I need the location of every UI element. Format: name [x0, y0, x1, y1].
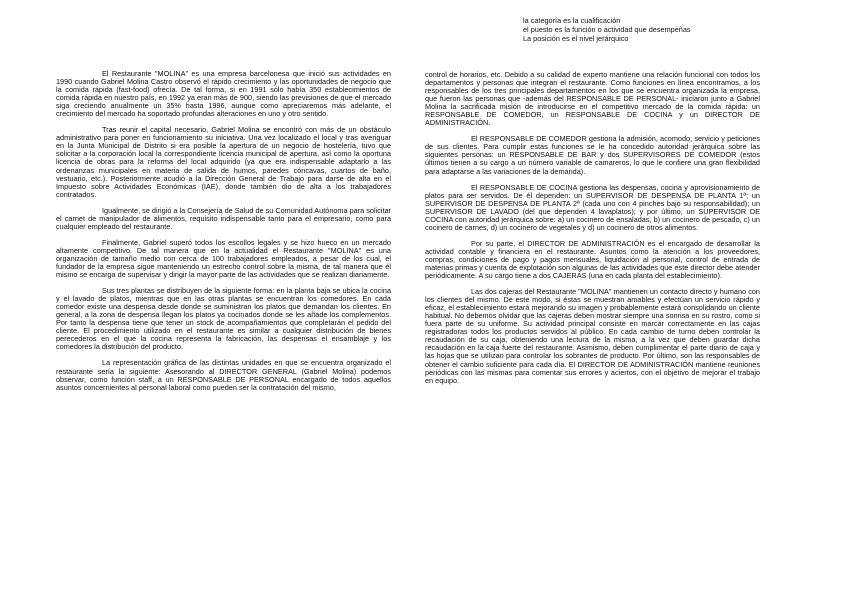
paragraph: Tras reunir el capital necesario, Gabriel Molina se encontró con más de un obstáculo administrativo para poner en funcionamiento su iniciativa. Una vez localizado el local y tras averiguar en la Junta Municipal de Distrito si era posible la apertura de un negocio de hostelería, tuvo que solicitar a la corporación local la correspondiente licencia municipal de apertura, así como la oportuna licencia de obras para la reforma del local adquirido (ya que era indispensable adaptarlo a las ordenanzas municipales en materia de salida de humos, paredes cóncavas, cuartos de baño, vestuario, etc.). Posteriormente acudió a la Dirección General de Trabajo para darse de alta en el Impuesto sobre Actividades Económicas (IAE), donde también dio de alta a los trabajadores contratados. — [56, 125, 391, 199]
right-column — [425, 71, 760, 393]
paragraph: La representación gráfica de las distintas unidades en que se encuentra organizado el restaurante sería la siguiente: Asesorando al DIRECTOR GENERAL (Gabriel Molina) podemos observar, como función staff, a un RESPONSABLE DE PERSONAL encargado de todos aquellos asuntos concernientes al personal laboral como pueden ser la contratación del mismo, — [56, 358, 391, 392]
paragraph: Finalmente, Gabriel superó todos los escollos legales y se hizo hueco en un mercado altamente competitivo. De tal manera que en la actualidad el Restaurante "MOLINA" es una organización de tamaño medio con cerca de 100 trabajadores empleados, a pesar de los cual, el fundador de la empresa sigue manteniendo un estrecho control sobre la misma, de tal manera que él mismo se encarga de supervisar y dirigir la mayor parte de las actividades que se realizan diariamente. — [56, 237, 391, 280]
paragraph: El Restaurante "MOLINA" es una empresa barcelonesa que inició sus actividades en 1990 cuando Gabriel Molina Castro observó el rápido crecimiento y las oportunidades de negocio que la comida rápida (fast-food) ofrecía. De tal forma, si en 1991 sólo había 350 establecimientos de comida rápida en nuestro país, en 1992 ya eran más de 900, siendo las previsiones de que el mercado siga creciendo anualmente un 35% hasta 1996, aunque como apreciaremos más adelante, el crecimiento del mercado ha soportado profundas alteraciones en uno y otro sentido. — [56, 69, 391, 119]
paragraph: El RESPONSABLE DE COCINA gestiona las despensas, cocina y aprovisionamiento de platos para ser servidos. De él dependen: un SUPERVISOR DE DESPENSA DE PLANTA 1ª; un SUPERVISOR DE DESPENSA DE PLANTA 2ª (cada uno con 4 pinches bajo su responsabilidad); un SUPERVISOR DE LAVADO (del que dependen 4 lavaplatos); y por último, un SUPERVISOR DE COCINA con autoridad jerárquica sobre: a) un cocinero de ensaladas, b) un cocinero de pescado, c) un cocinero de carnes, d) un cocinero de vegetales y d) un cocinero de otros alimentos. — [425, 182, 760, 232]
left-column — [56, 70, 391, 400]
note-line: la categoría es la cualificación — [523, 16, 621, 25]
paragraph: Sus tres plantas se distribuyen de la siguiente forma: en la planta baja se ubica la cocina y el lavado de platos, mientras que en las otras plantas se encuentran los comedores. En cada comedor existe una despensa desde donde se suministran los platos que demandan los clientes. En general, a la zona de despensa llegan los platos ya cocinados donde se les añade los complementos. Por tanto la despensa tiene que tener un stock de acompañamientos que completarán el pedido del cliente. El procedimiento utilizado en el restaurante es similar a cualquier distribución de bienes perecederos en el que la cocina representa la fabricación, las despensas el ensamblaje y los comedores la distribución del producto. — [56, 286, 391, 352]
paragraph: El RESPONSABLE DE COMEDOR gestiona la admisión, acomodo, servicio y peticiones de sus clientes. Para cumplir estas funciones se le ha concedido autoridad jerárquica sobre las siguientes personas: un RESPONSABLE DE BAR y dos SUPERVISORES DE COMEDOR (estos últimos tienen a su cargo a un número variable de camareros, lo que le confiere una gran flexibilidad para adaptarse a las variaciones de la demanda). — [425, 134, 760, 176]
paragraph: Igualmente, se dirigió a la Consejería de Salud de su Comunidad Autónoma para solicitar el carnet de manipulador de alimentos, requisito indispensable tanto para el empresario, como para cualquier empleado del restaurante. — [56, 205, 391, 231]
note-line: el puesto es la función o actividad que desempeñas — [523, 25, 691, 34]
header-notes — [523, 16, 823, 43]
paragraph: Las dos cajeras del Restaurante "MOLINA" mantienen un contacto directo y humano con los clientes del mismo. De este modo, si éstas se muestran amables y efectúan un servicio rápido y eficaz, el establecimiento estará mejorando su imagen y probablemente estará consolidando un cliente habitual. No debemos olvidar que las cajeras deben mostrar siempre una sonrisa en su rostro, como si fuera parte de su uniforme. Su actividad principal consiste en marcar correctamente en las cajas registradoras todos los productos servidos al público. En cada cambio de turno deben controlar la recaudación de su caja, obteniendo una lectura de la misma, a la vez que deben guardar dicha recaudación en la caja fuerte del restaurante. Asimismo, deben cumplimentar el parte diario de caja y las hojas que se utilizan para controlar los sobrantes de producto. Por último, son las responsables de obtener el cambio suficiente para cada día. El DIRECTOR DE ADMINISTRACIÓN mantiene reuniones periódicas con las mismas para comentar sus errores y aciertos, con el objetivo de mejorar el trabajo en equipo. — [425, 287, 760, 385]
paragraph-continuation: control de horarios, etc. Debido a su calidad de experto mantiene una relación funcional con todos los departamentos y personas que integran el restaurante. Como funciones en línea encontramos, a los responsables de los tres principales departamentos en los que se encuentra organizada la empresa, que fueron las personas que -además del RESPONSABLE DE PERSONAL- iniciaron junto a Gabriel Molina la sacrificada misión de introducirse en el competitivo mercado de la comida rápida: un RESPONSABLE DE COMEDOR, un RESPONSABLE DE COCINA y un DIRECTOR DE ADMINISTRACIÓN. — [425, 70, 760, 128]
note-line: La posición es el nivel jerárquico — [523, 34, 629, 43]
paragraph: Por su parte, el DIRECTOR DE ADMINISTRACIÓN es el encargado de desarrollar la actividad contable y financiera en el restaurante. Asuntos como la atención a los proveedores, compras, condiciones de pago y pagos mensuales, liquidación al personal, control de entrada de materias primas y cuenta de explotación son algunas de las actividades que este director debe atender periódicamente. A su cargo tiene a dos CAJERAS (una en cada planta del establecimiento). — [425, 238, 760, 281]
